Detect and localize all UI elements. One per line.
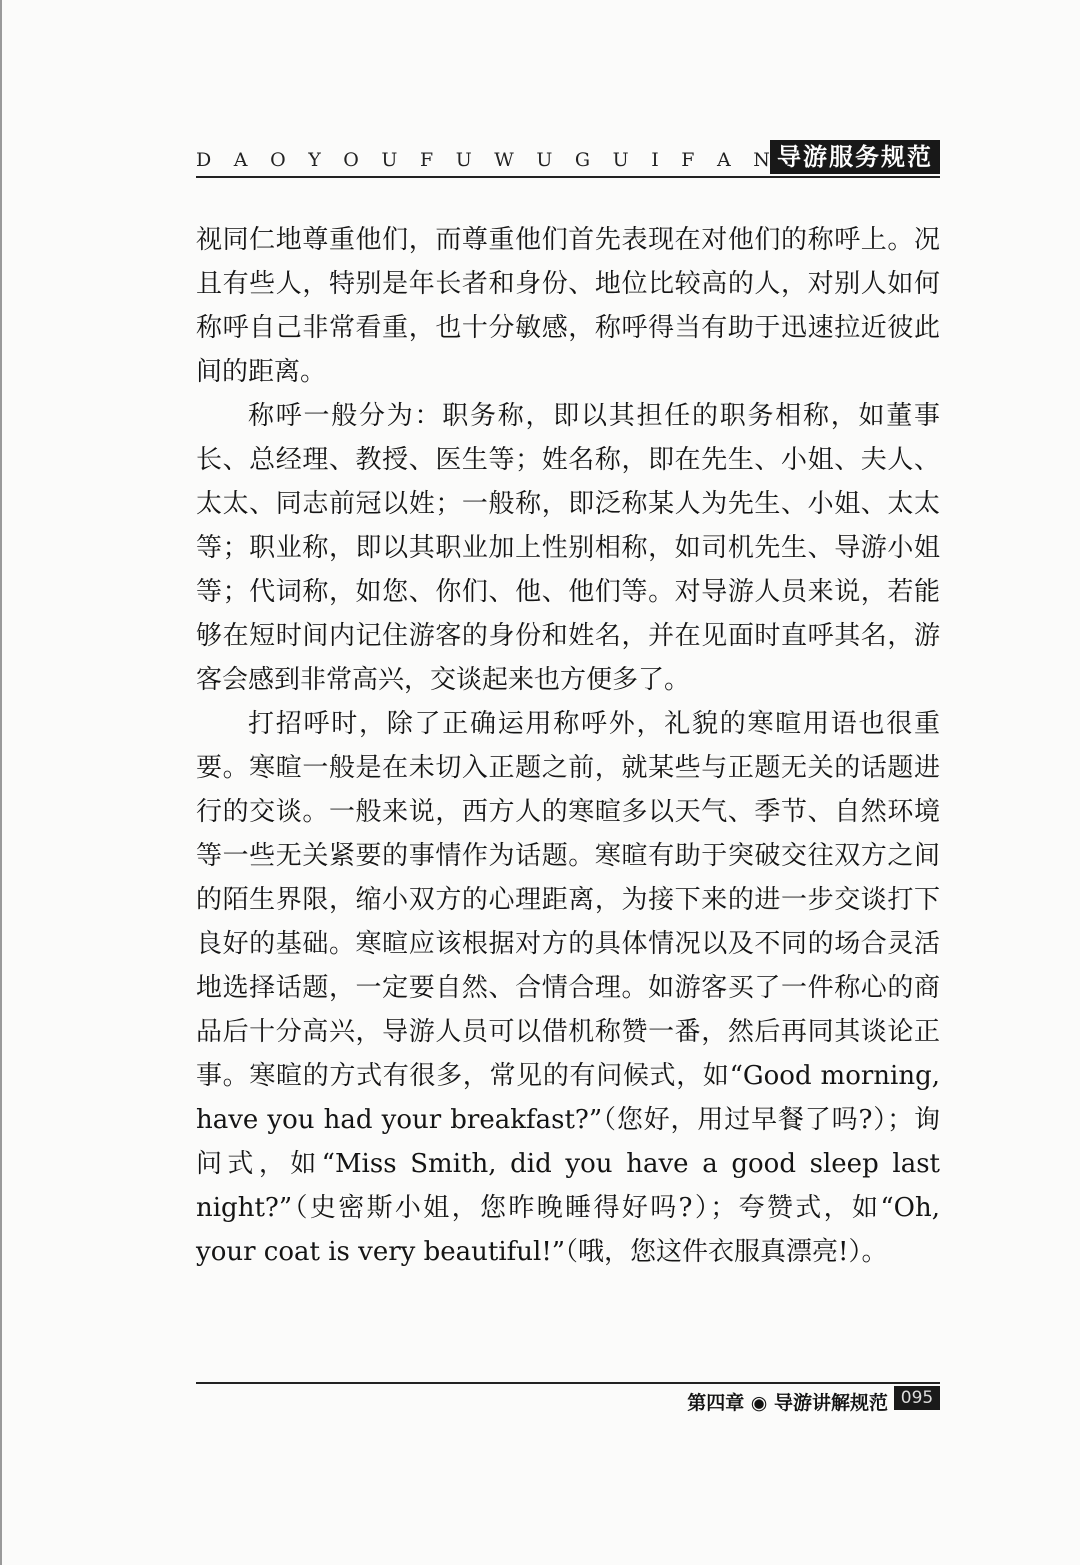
header-letter: N [753,149,770,171]
header-letter: F [419,149,434,171]
header-letter: U [455,149,472,171]
header-letter: O [270,149,286,171]
header-letter: U [536,149,553,171]
scan-edge [0,0,2,1565]
header-letter: I [651,149,659,171]
chapter-label: 第四章 ◉ 导游讲解规范 [687,1392,888,1414]
header-letter: W [494,149,514,171]
header-pinyin-letters [196,149,770,171]
body-text [196,218,940,1274]
header-letter: F [681,149,695,171]
paragraph: 视同仁地尊重他们，而尊重他们首先表现在对他们的称呼上。况且有些人，特别是年长者和身份、地位比较高的人，对别人如何称呼自己非常看重，也十分敏感，称呼得当有助于迅速拉近彼此间的距离。 [196,225,940,387]
book-title: 导游服务规范 [770,140,940,174]
header-letter: A [717,149,731,171]
header-letter: Y [308,149,321,171]
running-footer [196,1382,940,1412]
running-header [196,140,940,176]
footer-rule [196,1382,940,1384]
header-letter: U [381,149,398,171]
header-letter: O [343,149,359,171]
header-letter: A [233,149,248,171]
header-letter: D [196,149,212,171]
paragraph: 称呼一般分为：职务称，即以其担任的职务相称，如董事长、总经理、教授、医生等；姓名称，即在先生、小姐、夫人、太太、同志前冠以姓；一般称，即泛称某人为先生、小姐、太太等；职业称，即以其职业加上性别相称，如司机先生、导游小姐等；代词称，如您、你们、他、他们等。对导游人员来说，若能够在短时间内记住游客的身份和姓名，并在见面时直呼其名，游客会感到非常高兴，交谈起来也方便多了。 [196,401,940,695]
header-letter: U [612,149,629,171]
page-number: 095 [894,1386,940,1410]
header-letter: G [574,149,591,171]
header-rule [196,176,940,178]
paragraph: 打招呼时，除了正确运用称呼外，礼貌的寒暄用语也很重要。寒暄一般是在未切入正题之前，就某些与正题无关的话题进行的交谈。一般来说，西方人的寒暄多以天气、季节、自然环境等一些无关紧要的事情作为话题。寒暄有助于突破交往双方之间的陌生界限，缩小双方的心理距离，为接下来的进一步交谈打下良好的基础。寒暄应该根据对方的具体情况以及不同的场合灵活地选择话题，一定要自然、合情合理。如游客买了一件称心的商品后十分高兴，导游人员可以借机称赞一番，然后再同其谈论正事。寒暄的方式有很多，常见的有问候式，如“Good morning, have you had your breakfast?”（您好，用过早餐了吗?）；询问式，如“Miss Smith, did you have a good sleep last night?”（史密斯小姐，您昨晚睡得好吗?）；夸赞式，如“Oh, your coat is very beautiful!”（哦，您这件衣服真漂亮!）。 [196,709,940,1267]
